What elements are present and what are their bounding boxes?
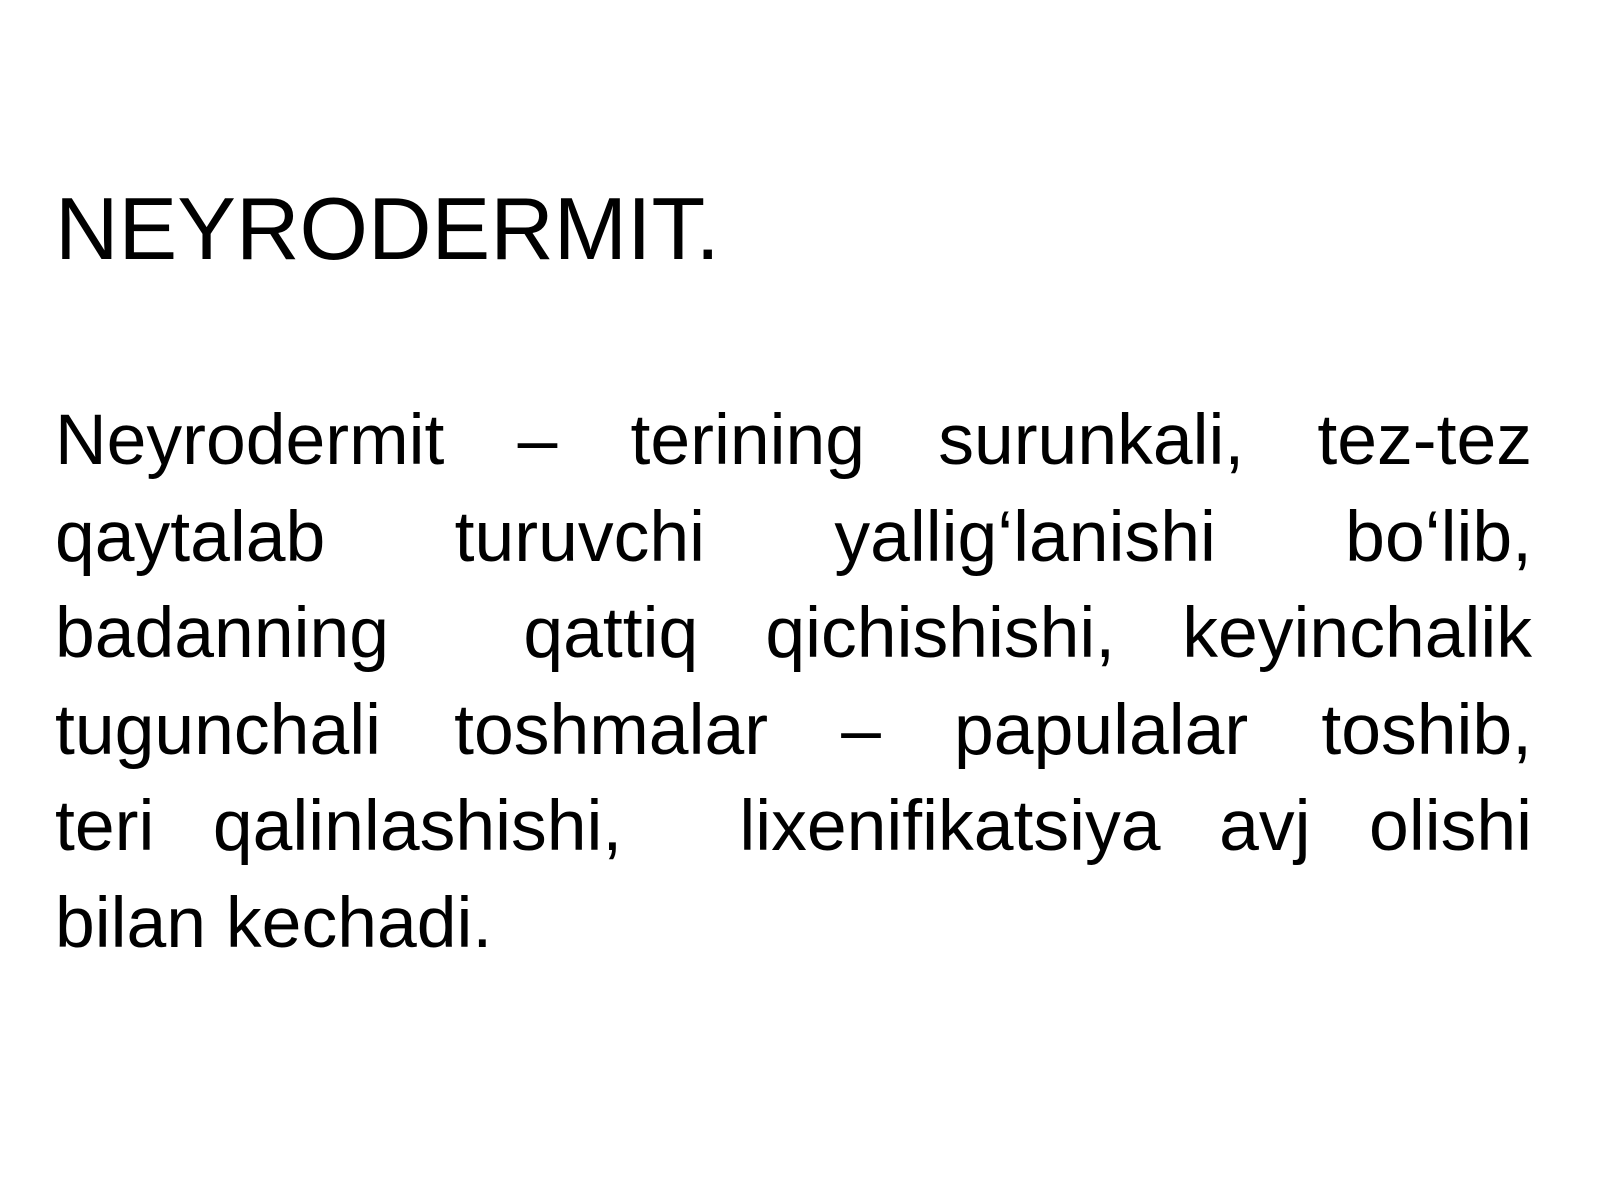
- body-line: Neyrodermit – terining surunkali, tez-tez: [55, 400, 1532, 480]
- body-line: tugunchali toshmalar – papulalar toshib,: [55, 689, 1532, 770]
- slide-title: NEYRODERMIT.: [55, 179, 720, 278]
- body-line: teri qalinlashishi, lixenifikatsiya avj olishi: [55, 786, 1532, 866]
- slide-body-text: [55, 392, 1532, 971]
- body-line: qaytalab turuvchi yallig‘lanishi bo‘lib,: [55, 496, 1532, 577]
- body-line: bilan kechadi.: [55, 882, 493, 963]
- body-line: badanning qattiq qichishishi, keyinchalik: [55, 593, 1532, 673]
